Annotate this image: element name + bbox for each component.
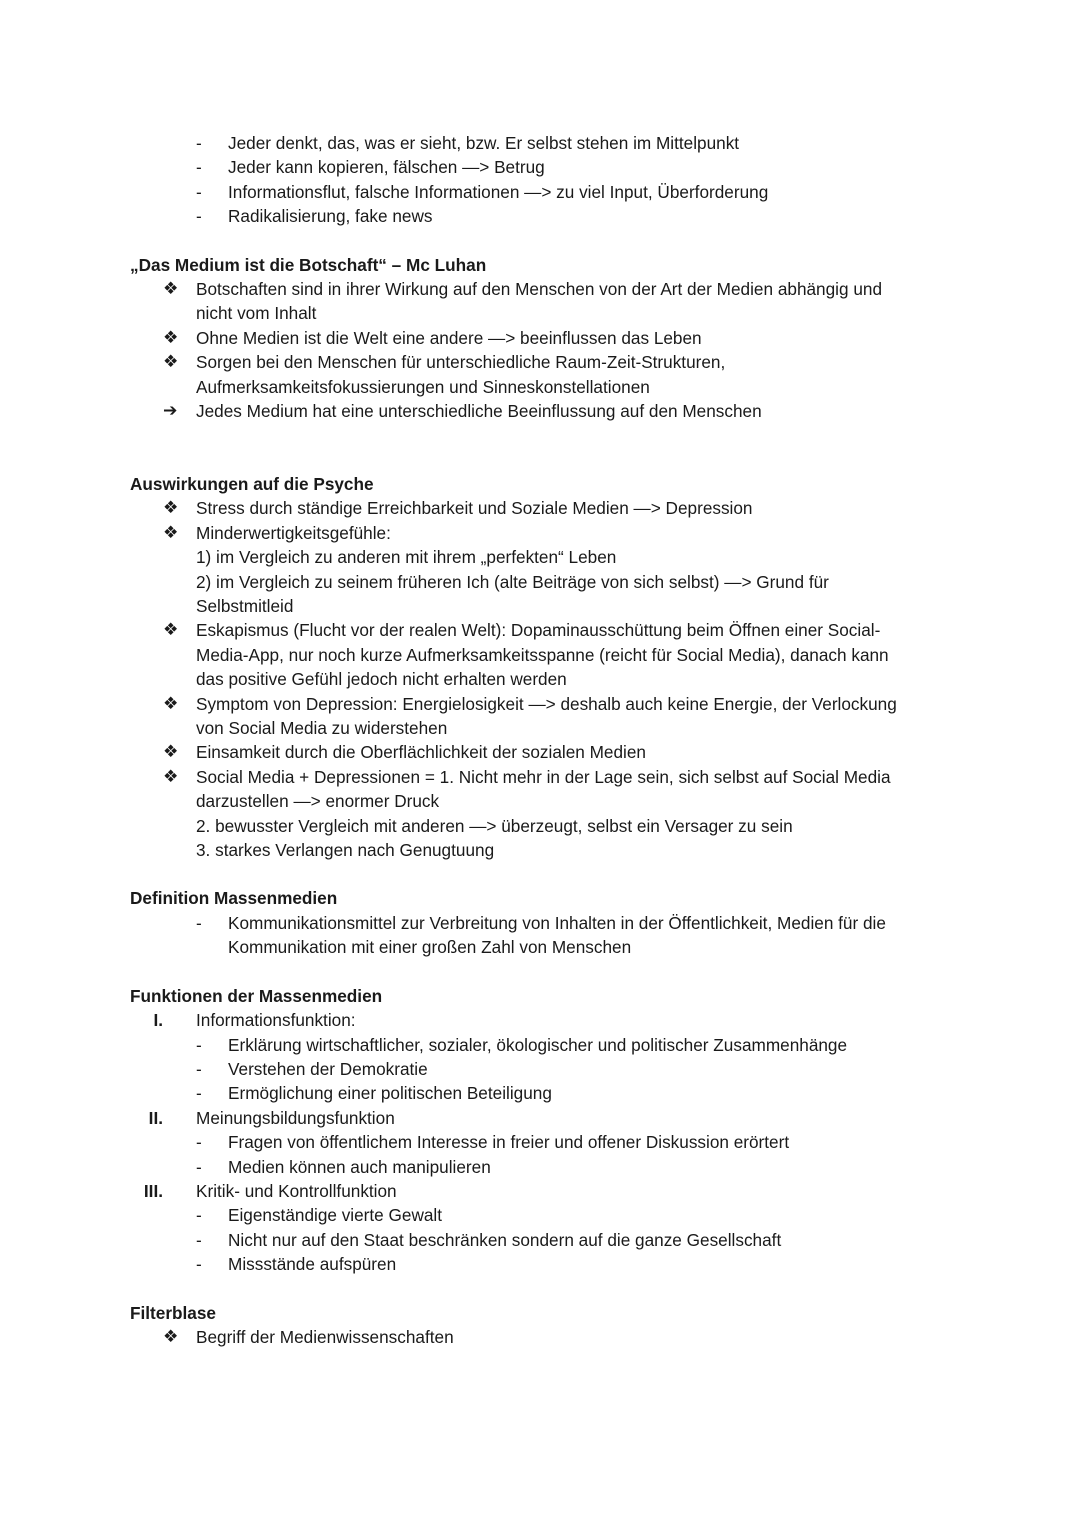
- diamond-bullet-icon: ❖: [163, 742, 179, 762]
- list-item: Nicht nur auf den Staat beschränken sondern auf die ganze Gesellschaft: [228, 1230, 782, 1250]
- list-item-continuation: das positive Gefühl jedoch nicht erhalten werden: [196, 669, 567, 689]
- dash-bullet: -: [196, 1157, 202, 1177]
- dash-bullet: -: [196, 1083, 202, 1103]
- list-item: Jeder kann kopieren, fälschen —> Betrug: [228, 157, 545, 177]
- list-item: Botschaften sind in ihrer Wirkung auf den Menschen von der Art der Medien abhängig und: [196, 279, 883, 299]
- list-item: Ermöglichung einer politischen Beteiligung: [228, 1083, 552, 1103]
- list-item-continuation: 2) im Vergleich zu seinem früheren Ich (alte Beiträge von sich selbst) —> Grund für: [196, 572, 829, 592]
- diamond-bullet-icon: ❖: [163, 279, 179, 299]
- dash-bullet: -: [196, 1230, 202, 1250]
- list-item: Kommunikationsmittel zur Verbreitung von Inhalten in der Öffentlichkeit, Medien für die: [228, 913, 886, 933]
- section-heading: Definition Massenmedien: [130, 888, 338, 908]
- list-item: Sorgen bei den Menschen für unterschiedliche Raum-Zeit-Strukturen,: [196, 352, 726, 372]
- list-item: Meinungsbildungsfunktion: [196, 1108, 395, 1128]
- diamond-bullet-icon: ❖: [163, 328, 179, 348]
- list-item-continuation: von Social Media zu widerstehen: [196, 718, 448, 738]
- list-item: Medien können auch manipulieren: [228, 1157, 491, 1177]
- diamond-bullet-icon: ❖: [163, 767, 179, 787]
- list-item: Stress durch ständige Erreichbarkeit und Soziale Medien —> Depression: [196, 498, 753, 518]
- dash-bullet: -: [196, 1059, 202, 1079]
- diamond-bullet-icon: ❖: [163, 620, 179, 640]
- list-item: Missstände aufspüren: [228, 1254, 397, 1274]
- list-item: Jeder denkt, das, was er sieht, bzw. Er selbst stehen im Mittelpunkt: [228, 133, 740, 153]
- list-item: Ohne Medien ist die Welt eine andere —> beeinflussen das Leben: [196, 328, 702, 348]
- dash-bullet: -: [196, 133, 202, 153]
- roman-numeral: III.: [143, 1181, 163, 1201]
- dash-bullet: -: [196, 206, 202, 226]
- list-item: Jedes Medium hat eine unterschiedliche Beeinflussung auf den Menschen: [196, 401, 762, 421]
- dash-bullet: -: [196, 157, 202, 177]
- list-item-continuation: 3. starkes Verlangen nach Genugtuung: [196, 840, 495, 860]
- diamond-bullet-icon: ❖: [163, 352, 179, 372]
- list-item-continuation: nicht vom Inhalt: [196, 303, 317, 323]
- list-item: Symptom von Depression: Energielosigkeit —> deshalb auch keine Energie, der Verlockung: [196, 694, 897, 714]
- list-item: Eigenständige vierte Gewalt: [228, 1205, 443, 1225]
- diamond-bullet-icon: ❖: [163, 694, 179, 714]
- dash-bullet: -: [196, 1205, 202, 1225]
- list-item: Radikalisierung, fake news: [228, 206, 433, 226]
- diamond-bullet-icon: ❖: [163, 498, 179, 518]
- diamond-bullet-icon: ❖: [163, 1327, 179, 1347]
- dash-bullet: -: [196, 182, 202, 202]
- dash-bullet: -: [196, 1254, 202, 1274]
- list-item: Kritik- und Kontrollfunktion: [196, 1181, 397, 1201]
- list-item: Verstehen der Demokratie: [228, 1059, 428, 1079]
- list-item: Begriff der Medienwissenschaften: [196, 1327, 454, 1347]
- dash-bullet: -: [196, 1035, 202, 1055]
- list-item: Fragen von öffentlichem Interesse in freier und offener Diskussion erörtert: [228, 1132, 790, 1152]
- list-item-continuation: Selbstmitleid: [196, 596, 294, 616]
- roman-numeral: II.: [148, 1108, 163, 1128]
- list-item-continuation: darzustellen —> enormer Druck: [196, 791, 440, 811]
- list-item: Eskapismus (Flucht vor der realen Welt): Dopaminausschüttung beim Öffnen einer Social-: [196, 620, 881, 640]
- list-item-continuation: 1) im Vergleich zu anderen mit ihrem „perfekten“ Leben: [196, 547, 617, 567]
- section-heading: Auswirkungen auf die Psyche: [130, 474, 374, 494]
- list-item: Minderwertigkeitsgefühle:: [196, 523, 391, 543]
- list-item: Informationsfunktion:: [196, 1010, 356, 1030]
- list-item: Einsamkeit durch die Oberflächlichkeit der sozialen Medien: [196, 742, 646, 762]
- section-heading: „Das Medium ist die Botschaft“ – Mc Luhan: [130, 255, 487, 275]
- dash-bullet: -: [196, 913, 202, 933]
- roman-numeral: I.: [153, 1010, 163, 1030]
- list-item-continuation: Media-App, nur noch kurze Aufmerksamkeitsspanne (reicht für Social Media), danach kann: [196, 645, 889, 665]
- section-heading: Funktionen der Massenmedien: [130, 986, 383, 1006]
- list-item: Informationsflut, falsche Informationen —> zu viel Input, Überforderung: [228, 182, 769, 202]
- list-item: Social Media + Depressionen = 1. Nicht mehr in der Lage sein, sich selbst auf Social Media: [196, 767, 891, 787]
- list-item-continuation: 2. bewusster Vergleich mit anderen —> überzeugt, selbst ein Versager zu sein: [196, 816, 793, 836]
- diamond-bullet-icon: ❖: [163, 523, 179, 543]
- list-item: Erklärung wirtschaftlicher, sozialer, ökologischer und politischer Zusammenhänge: [228, 1035, 848, 1055]
- list-item-continuation: Kommunikation mit einer großen Zahl von Menschen: [228, 937, 632, 957]
- list-item-continuation: Aufmerksamkeitsfokussierungen und Sinneskonstellationen: [196, 377, 650, 397]
- arrow-bullet-icon: ➔: [163, 401, 178, 421]
- dash-bullet: -: [196, 1132, 202, 1152]
- section-heading: Filterblase: [130, 1303, 216, 1323]
